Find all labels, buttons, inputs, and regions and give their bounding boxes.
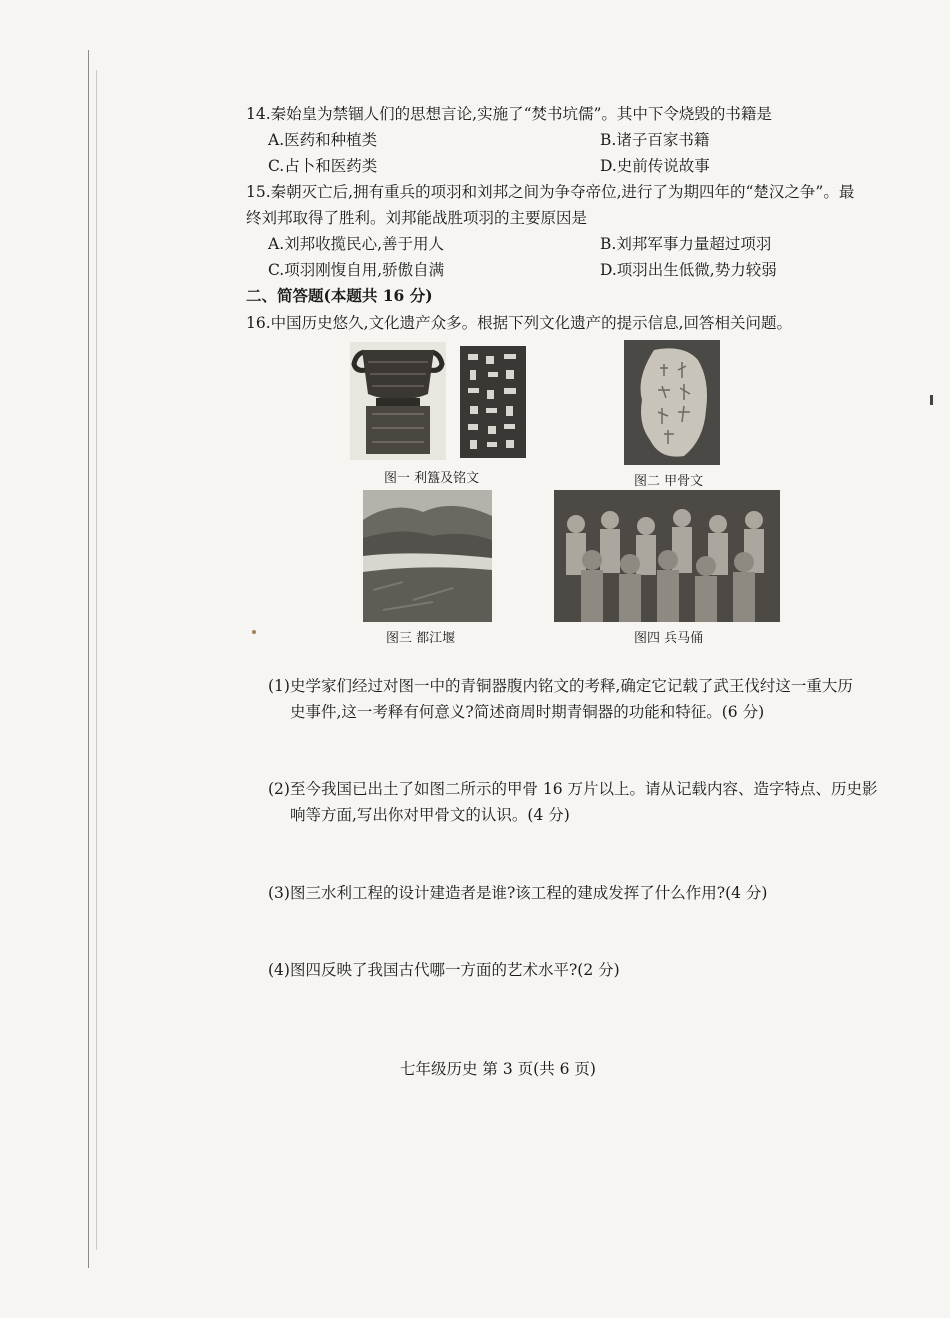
q16-stem: 16.中国历史悠久,文化遗产众多。根据下列文化遗产的提示信息,回答相关问题。 [246,314,793,332]
scan-speck [252,630,256,634]
inscription-rubbing-image [460,346,526,458]
figure4-caption: 图四 兵马俑 [634,631,704,646]
figure3-caption: 图三 都江堰 [386,631,456,646]
figure1-caption: 图一 利簋及铭文 [384,471,480,486]
page-footer: 七年级历史 第 3 页(共 6 页) [400,1060,596,1078]
q15-option-a: A.刘邦收揽民心,善于用人 [268,235,445,253]
q15-stem-line2: 终刘邦取得了胜利。刘邦能战胜项羽的主要原因是 [246,209,588,227]
figure2-caption: 图二 甲骨文 [634,474,704,489]
q15-option-c: C.项羽刚愎自用,骄傲自满 [268,261,445,279]
q16-sub1-line1: (1)史学家们经过对图一中的青铜器腹内铭文的考释,确定它记载了武王伐纣这一重大历 [268,677,853,695]
dujiangyan-image [363,490,492,622]
q14-option-d: D.史前传说故事 [600,157,710,175]
q16-sub4: (4)图四反映了我国古代哪一方面的艺术水平?(2 分) [268,961,620,979]
q16-sub3: (3)图三水利工程的设计建造者是谁?该工程的建成发挥了什么作用?(4 分) [268,884,768,902]
q15-option-d: D.项羽出生低微,势力较弱 [600,261,777,279]
q14-stem: 14.秦始皇为禁锢人们的思想言论,实施了“焚书坑儒”。其中下令烧毁的书籍是 [246,105,772,123]
q14-option-a: A.医药和种植类 [268,131,378,149]
q14-option-b: B.诸子百家书籍 [600,131,710,149]
bronze-vessel-image [350,342,446,460]
q15-option-b: B.刘邦军事力量超过项羽 [600,235,772,253]
q16-sub2-line2: 响等方面,写出你对甲骨文的认识。(4 分) [290,806,570,824]
page-edge-shadow [96,70,97,1250]
page-edge [88,50,89,1268]
q15-stem-line1: 15.秦朝灭亡后,拥有重兵的项羽和刘邦之间为争夺帝位,进行了为期四年的“楚汉之争”。最 [246,183,855,201]
scan-mark [930,395,933,405]
q14-option-c: C.占卜和医药类 [268,157,378,175]
q16-sub1-line2: 史事件,这一考释有何意义?简述商周时期青铜器的功能和特征。(6 分) [290,703,765,721]
q16-sub2-line1: (2)至今我国已出土了如图二所示的甲骨 16 万片以上。请从记载内容、造字特点、历史影 [268,780,878,798]
oracle-bone-image [624,340,720,465]
terracotta-warriors-image [554,490,780,622]
section-title: 二、简答题(本题共 16 分) [246,286,433,305]
